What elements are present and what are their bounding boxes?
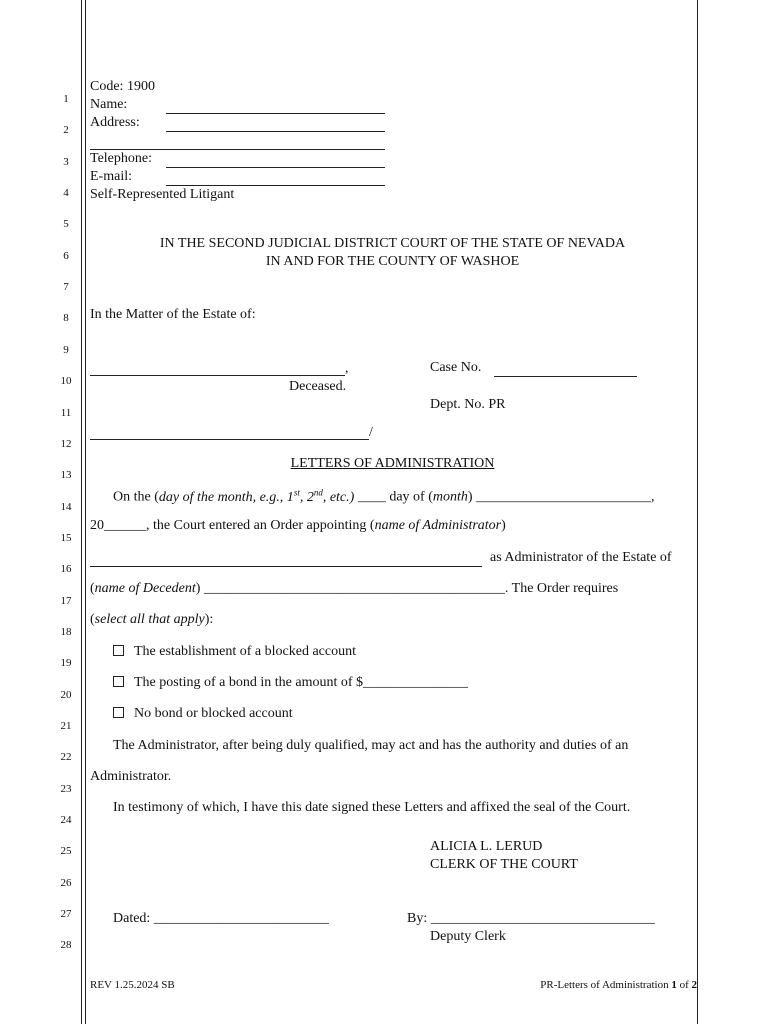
address-blank-2[interactable] [90, 149, 385, 150]
select-all-line: (select all that apply): [90, 612, 214, 627]
court-heading-line1: IN THE SECOND JUDICIAL DISTRICT COURT OF THE STATE OF NEVADA [159, 236, 626, 251]
checkbox-blocked-account[interactable] [113, 645, 124, 656]
name-blank[interactable] [166, 113, 385, 114]
line-number: 18 [60, 625, 72, 638]
caption-closing-line [90, 439, 369, 440]
left-margin-rule-outer [81, 0, 82, 1024]
line-number: 3 [63, 155, 69, 168]
line-number: 9 [63, 343, 69, 356]
line-number: 2 [63, 124, 69, 137]
line-number: 12 [60, 437, 72, 450]
line-number: 1 [63, 93, 69, 105]
telephone-blank[interactable] [166, 167, 385, 168]
estate-name-blank[interactable] [90, 375, 345, 376]
line-number: 23 [60, 782, 72, 795]
checkbox-bond[interactable] [113, 676, 124, 687]
form-footer: PR-Letters of Administration 1 of 2 [540, 979, 697, 991]
line-number: 14 [60, 500, 72, 513]
dept-no-label: Dept. No. PR [430, 397, 506, 412]
checkbox-no-bond[interactable] [113, 707, 124, 718]
option-no-bond[interactable]: No bond or blocked account [113, 706, 293, 723]
clerk-title: CLERK OF THE COURT [430, 857, 578, 872]
option-bond[interactable]: The posting of a bond in the amount of $_______________ [113, 675, 468, 692]
line-number: 21 [60, 720, 72, 732]
estate-comma: , [345, 361, 349, 376]
deceased-label: Deceased. [289, 379, 347, 394]
line-number: 19 [60, 657, 72, 670]
line-number: 13 [60, 469, 72, 482]
line-number: 17 [60, 594, 72, 607]
caption-slash: / [369, 425, 373, 440]
authority-paragraph-end: Administrator. [90, 769, 172, 784]
as-administrator-text: as Administrator of the Estate of [490, 550, 672, 565]
paragraph-date-line: On the (day of the month, e.g., 1st, 2nd, etc.) ____ day of (month) _________________________, [113, 487, 655, 505]
line-number: 24 [60, 814, 72, 827]
line-number: 27 [60, 908, 72, 921]
line-number: 5 [63, 218, 69, 231]
court-heading-line2: IN AND FOR THE COUNTY OF WASHOE [265, 254, 520, 269]
code-line: Code: 1900 [90, 79, 155, 94]
right-margin-rule [697, 0, 698, 1024]
line-number: 4 [63, 187, 69, 200]
decedent-line: (name of Decedent) ___________________________________________. The Order requires [90, 581, 619, 596]
line-number: 20 [60, 688, 72, 701]
dated-field[interactable]: Dated: _________________________ [113, 911, 329, 926]
line-number: 6 [63, 249, 69, 262]
line-number: 25 [60, 845, 72, 858]
line-number: 15 [60, 531, 72, 544]
clerk-name: ALICIA L. LERUD [430, 839, 543, 854]
email-blank[interactable] [166, 185, 385, 186]
line-number: 11 [60, 406, 72, 419]
left-margin-rule-inner [85, 0, 86, 1024]
revision-footer: REV 1.25.2024 SB [90, 979, 175, 991]
line-number: 7 [63, 281, 69, 294]
telephone-label: Telephone: [90, 151, 152, 166]
self-represented-label: Self-Represented Litigant [90, 187, 235, 202]
paragraph-order-line: 20______, the Court entered an Order appointing (name of Administrator) [90, 518, 506, 533]
case-no-blank[interactable] [494, 376, 637, 377]
line-number: 28 [60, 939, 72, 952]
deputy-clerk-label: Deputy Clerk [430, 929, 506, 944]
line-number: 16 [60, 563, 72, 576]
line-number: 26 [60, 876, 72, 889]
matter-of-estate: In the Matter of the Estate of: [90, 307, 256, 322]
administrator-name-blank[interactable] [90, 566, 482, 567]
address-label: Address: [90, 115, 140, 130]
case-no-label: Case No. [430, 360, 482, 375]
page-number: 1 [671, 979, 677, 991]
testimony-paragraph: In testimony of which, I have this date signed these Letters and affixed the seal of the Court. [113, 800, 631, 815]
document-title: LETTERS OF ADMINISTRATION [290, 456, 495, 471]
line-number: 10 [60, 375, 72, 388]
email-label: E-mail: [90, 169, 132, 184]
option-blocked-account[interactable]: The establishment of a blocked account [113, 644, 356, 661]
page-total: 2 [691, 979, 697, 991]
address-blank-1[interactable] [166, 131, 385, 132]
name-label: Name: [90, 97, 128, 112]
by-signature-field[interactable]: By: ________________________________ [407, 911, 655, 926]
authority-paragraph: The Administrator, after being duly qualified, may act and has the authority and duties of an [113, 738, 629, 753]
line-number: 8 [63, 312, 69, 325]
line-number: 22 [60, 751, 72, 764]
